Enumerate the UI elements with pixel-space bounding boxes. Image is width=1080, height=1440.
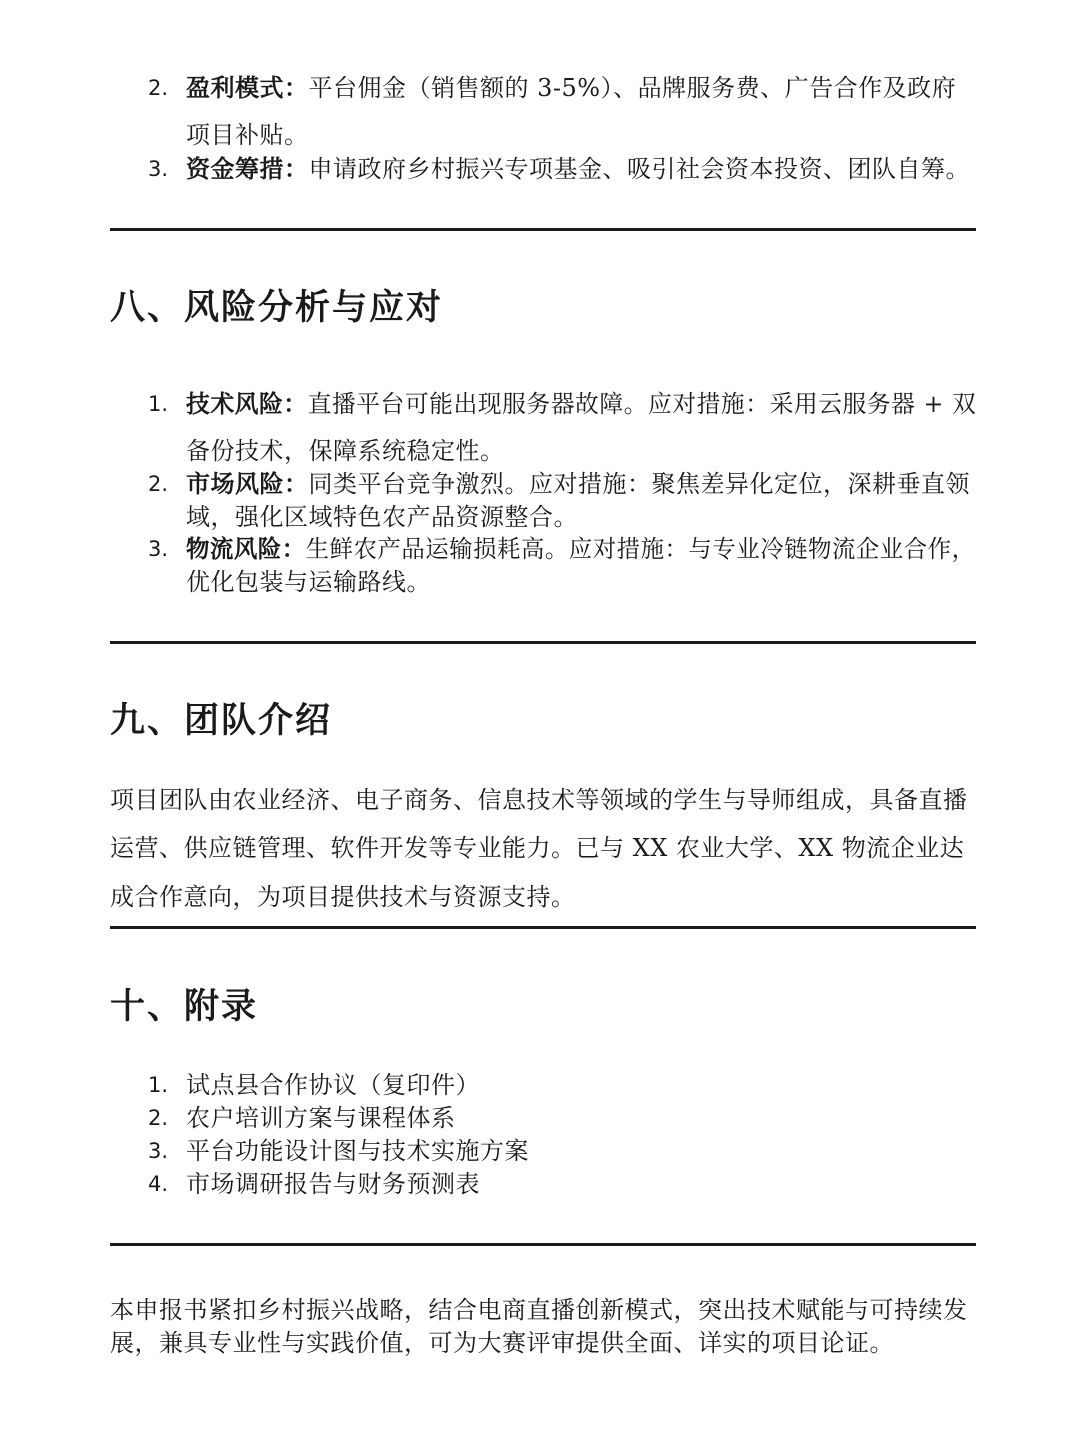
list-item-line xyxy=(186,532,976,566)
section-divider xyxy=(110,228,976,231)
list-item: 试点县合作协议（复印件） xyxy=(186,1071,480,1099)
section-heading-team: 九、团队介绍 xyxy=(110,700,333,741)
item-text: 生鲜农产品运输损耗高。应对措施：与专业冷链物流企业合作， xyxy=(305,535,976,563)
list-item-continuation: 域，强化区域特色农产品资源整合。 xyxy=(186,503,578,531)
list-item: 农户培训方案与课程体系 xyxy=(186,1104,456,1132)
item-text: 申请政府乡村振兴专项基金、吸引社会资本投资、团队自筹。 xyxy=(308,155,970,183)
list-item-continuation: 优化包装与运输路线。 xyxy=(186,568,431,596)
section-heading-risk: 八、风险分析与应对 xyxy=(110,287,444,328)
section-heading-appendix: 十、附录 xyxy=(110,986,259,1027)
list-item-continuation: 项目补贴。 xyxy=(186,121,309,149)
paragraph-line: 展，兼具专业性与实践价值，可为大赛评审提供全面、详实的项目论证。 xyxy=(110,1329,894,1357)
section-divider xyxy=(110,926,976,929)
item-text: 平台佣金（销售额的 3-5%）、品牌服务费、广告合作及政府 xyxy=(308,74,957,102)
list-item: 平台功能设计图与技术实施方案 xyxy=(186,1137,529,1165)
list-number: 2. xyxy=(148,472,169,496)
paragraph-line: 项目团队由农业经济、电子商务、信息技术等领域的学生与导师组成，具备直播 xyxy=(110,786,968,814)
list-number: 3. xyxy=(148,157,169,181)
list-number: 2. xyxy=(148,1106,169,1130)
list-number: 2. xyxy=(148,76,169,100)
item-text: 同类平台竞争激烈。应对措施：聚焦差异化定位，深耕垂直领 xyxy=(308,470,970,498)
item-text: 直播平台可能出现服务器故障。应对措施：采用云服务器 + 双 xyxy=(307,390,977,418)
list-item-line xyxy=(186,467,970,501)
item-label: 盈利模式： xyxy=(186,73,309,102)
list-number: 1. xyxy=(148,392,169,416)
item-label: 技术风险： xyxy=(186,389,308,418)
paragraph-line: 本申报书紧扣乡村振兴战略，结合电商直播创新模式，突出技术赋能与可持续发 xyxy=(110,1296,968,1324)
section-divider xyxy=(110,641,976,644)
list-item: 市场调研报告与财务预测表 xyxy=(186,1170,480,1198)
list-item-line xyxy=(186,387,976,421)
paragraph-line: 成合作意向，为项目提供技术与资源支持。 xyxy=(110,883,576,911)
list-item-line xyxy=(186,152,970,186)
item-label: 市场风险： xyxy=(186,469,309,498)
item-label: 物流风险： xyxy=(186,534,306,563)
list-number: 4. xyxy=(148,1172,169,1196)
list-number: 3. xyxy=(148,537,169,561)
section-divider xyxy=(110,1243,976,1246)
list-item-continuation: 备份技术，保障系统稳定性。 xyxy=(186,437,505,465)
list-item-line xyxy=(186,71,956,105)
list-number: 1. xyxy=(148,1073,169,1097)
list-number: 3. xyxy=(148,1139,169,1163)
item-label: 资金筹措： xyxy=(186,154,309,183)
paragraph-line: 运营、供应链管理、软件开发等专业能力。已与 XX 农业大学、XX 物流企业达 xyxy=(110,834,965,862)
